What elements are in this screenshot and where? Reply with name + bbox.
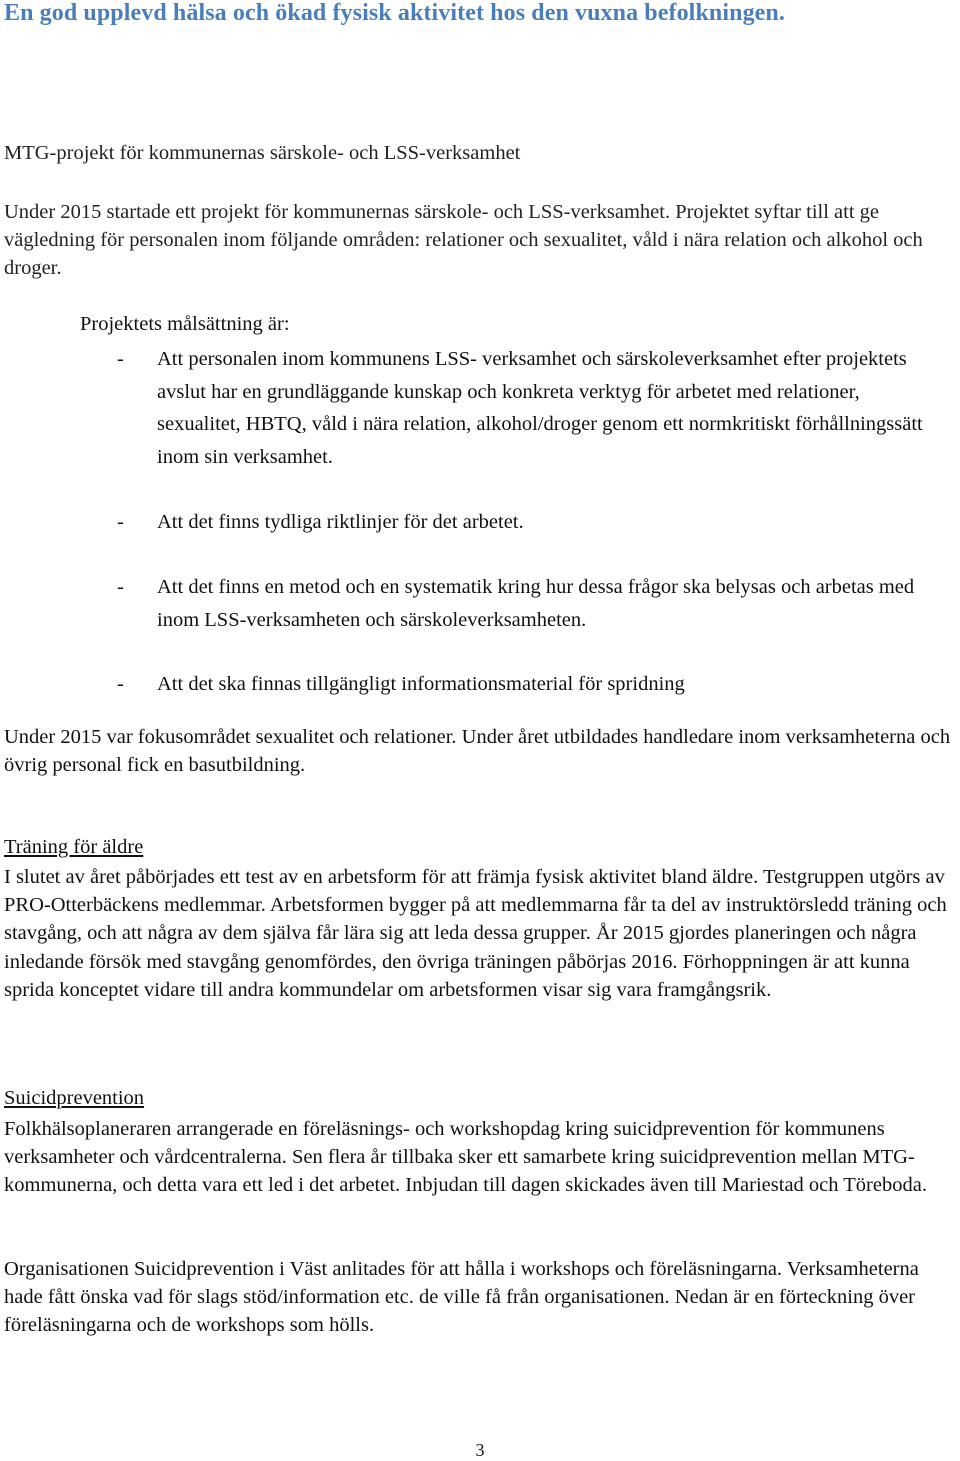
page-heading: En god upplevd hälsa och ökad fysisk aktivitet hos den vuxna befolkningen.: [4, 0, 785, 26]
page-number: 3: [475, 1440, 485, 1460]
bullet-dash: -: [117, 576, 124, 598]
mtg-section-title: MTG-projekt för kommunernas särskole- och LSS-verksamhet: [4, 142, 521, 164]
suicide-paragraph-1: Folkhälsoplaneraren arrangerade en föreläsnings- och workshopdag kring suicidprevention för kommunens verksamheter och vårdcentralerna. Sen flera år tillbaka sker ett samarbete kring suicidprevention mellan MTG-kommunerna, och detta vara ett led i det arbetet. Inbjudan till dagen skickades även till Mariestad och Töreboda.: [4, 1118, 927, 1197]
goal-text-4: Att det ska finnas tillgängligt informationsmaterial för spridning: [157, 673, 685, 695]
goal-item-2: [117, 506, 947, 540]
bullet-dash: -: [117, 673, 124, 695]
training-paragraph: I slutet av året påbörjades ett test av en arbetsform för att främja fysisk aktivitet bland äldre. Testgruppen utgörs av PRO-Otterbäckens medlemmar. Arbetsformen bygger på att medlemmarna får ta del av instruktörsledd träning och stavgång, och att några av dem själva får lära sig att leda dessa grupper. År 2015 gjordes planeringen och några inledande försök med stavgång genomfördes, den övriga träningen påbörjas 2016. Förhoppningen är att kunna sprida konceptet vidare till andra kommundelar om arbetsformen visar sig vara framgångsrik.: [4, 866, 947, 1001]
bullet-dash: -: [117, 511, 124, 533]
suicide-section-title: Suicidprevention: [4, 1087, 145, 1109]
training-section-title: Träning för äldre: [4, 836, 144, 858]
suicide-paragraph-2: Organisationen Suicidprevention i Väst anlitades för att hålla i workshops och föreläsningarna. Verksamheterna hade fått önska vad för slags stöd/information etc. de ville få från organisationen. Nedan är en förteckning över föreläsningarna och de workshops som hölls.: [4, 1258, 919, 1337]
goal-item-3: [117, 571, 947, 637]
goal-item-1: [117, 343, 947, 475]
goal-text-1: Att personalen inom kommunens LSS- verksamhet och särskoleverksamhet efter projektets avslut har en grundläggande kunskap och konkreta verktyg för arbetet med relationer, sexualitet, HBTQ, våld i nära relation, alkohol/droger genom ett normkritiskt förhållningssätt inom sin verksamhet.: [157, 348, 923, 468]
goal-text-2: Att det finns tydliga riktlinjer för det arbetet.: [157, 511, 524, 533]
mtg-closing-paragraph: Under 2015 var fokusområdet sexualitet och relationer. Under året utbildades handledare inom verksamheterna och övrig personal fick en basutbildning.: [4, 726, 951, 776]
goals-intro: Projektets målsättning är:: [80, 313, 290, 335]
goal-text-3: Att det finns en metod och en systematik kring hur dessa frågor ska belysas och arbetas med inom LSS-verksamheten och särskoleverksamheten.: [157, 576, 915, 631]
mtg-paragraph: Under 2015 startade ett projekt för kommunernas särskole- och LSS-verksamhet. Projektet syftar till att ge vägledning för personalen inom följande områden: relationer och sexualitet, våld i nära relation och alkohol och droger.: [4, 201, 923, 279]
goal-item-4: [117, 668, 947, 702]
bullet-dash: -: [117, 348, 124, 370]
